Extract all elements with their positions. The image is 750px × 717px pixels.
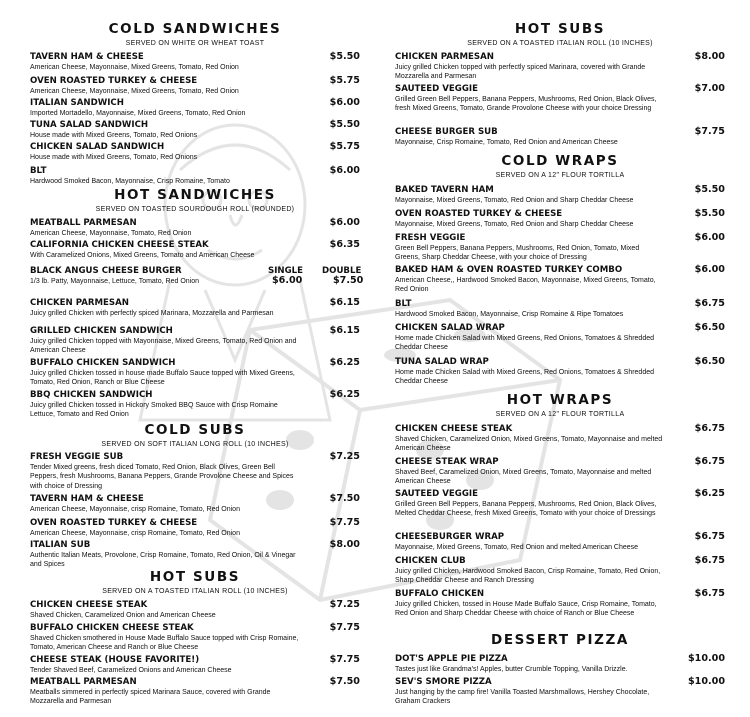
menu-item-price: $6.15 — [329, 325, 360, 336]
menu-item-description: American Cheese, Mayonnaise, Mixed Greens, Tomato, Red Onion — [30, 64, 239, 71]
menu-item-name: CHEESE STEAK (HOUSE FAVORITE!) — [30, 655, 200, 665]
menu-item-price: $8.00 — [329, 539, 360, 550]
menu-item — [395, 654, 725, 674]
menu-item-name: CHICKEN SALAD WRAP — [395, 323, 505, 333]
menu-item-price: $6.25 — [694, 488, 725, 499]
section-subtitle: SERVED ON WHITE OR WHEAT TOAST — [125, 40, 265, 47]
menu-section-header — [30, 22, 360, 48]
menu-item — [30, 655, 360, 675]
menu-item — [30, 98, 360, 118]
menu-item-price: $7.25 — [329, 451, 360, 462]
menu-item-description: Grilled Green Bell Peppers, Banana Peppers, Mushrooms, Red Onion, Black Olives, Melted Cheddar Cheese, fresh Mixed Greens, Tomato with your choice of Dressings — [395, 501, 657, 518]
menu-item-description: Mayonnaise, Crisp Romaine, Tomato, Red Onion and American Cheese — [395, 139, 618, 146]
menu-item-description: Juicy grilled Chicken topped with Mayonnaise, Mixed Greens, Tomato, Red Onion and American Cheese — [30, 338, 297, 355]
section-title: COLD SANDWICHES — [108, 21, 282, 37]
menu-item — [30, 326, 360, 356]
menu-item-price: $6.75 — [694, 588, 725, 599]
section-title: DESSERT PIZZA — [491, 632, 629, 648]
menu-item-price: $7.75 — [329, 622, 360, 633]
single-price: $6.00 — [272, 275, 303, 286]
menu-item — [395, 457, 725, 487]
menu-item-price: $5.50 — [694, 184, 725, 195]
menu-item-price: $6.00 — [329, 97, 360, 108]
menu-item-name: SAUTEED VEGGIE — [395, 489, 478, 499]
menu-item-name: CHICKEN CHEESE STEAK — [395, 424, 513, 434]
menu-item-description: Shaved Chicken smothered in House Made Buffalo Sauce topped with Crisp Romaine, Tomato, American Cheese and Ranch or Blue Cheese — [30, 635, 299, 652]
menu-item-description: Juicy grilled Chicken, tossed in House Made Buffalo Sauce, Crisp Romaine, Tomato, Red Onion and Sharp Cheddar Cheese with choice of Ranch or Blue Cheese — [395, 601, 657, 618]
menu-item-price: $6.75 — [694, 555, 725, 566]
section-title: HOT SUBS — [514, 21, 606, 37]
menu-item-price: $6.75 — [694, 531, 725, 542]
menu-item-name: OVEN ROASTED TURKEY & CHEESE — [30, 76, 198, 86]
menu-item-description: Tender Shaved Beef, Caramelized Onions and American Cheese — [30, 667, 232, 674]
menu-item-price: $6.50 — [694, 322, 725, 333]
menu-item-name: OVEN ROASTED TURKEY & CHEESE — [30, 518, 198, 528]
menu-item-description: Hardwood Smoked Bacon, Mayonnaise, Crisp Romaine, Tomato — [30, 178, 230, 185]
menu-item-name: MEATBALL PARMESAN — [30, 677, 137, 687]
menu-item-name: CHICKEN PARMESAN — [395, 52, 494, 62]
menu-item — [395, 357, 725, 387]
menu-item-name: FRESH VEGGIE SUB — [30, 452, 124, 462]
menu-item — [30, 452, 360, 491]
section-subtitle: SERVED ON SOFT ITALIAN LONG ROLL (10 INCHES) — [101, 441, 289, 448]
menu-item-name: CHEESE BURGER SUB — [395, 127, 498, 137]
menu-item-name: MEATBALL PARMESAN — [30, 218, 137, 228]
menu-item — [30, 76, 360, 96]
menu-section-header — [395, 154, 725, 180]
menu-item — [30, 390, 360, 420]
menu-item-description: Shaved Chicken, Caramelized Onion and American Cheese — [30, 612, 216, 619]
menu-item-name: TUNA SALAD WRAP — [395, 357, 489, 367]
menu-item-description: American Cheese, Mayonnaise, crisp Romaine, Tomato, Red Onion — [30, 530, 240, 537]
menu-item-name: BUFFALO CHICKEN SANDWICH — [30, 358, 176, 368]
menu-item-name: BLT — [30, 166, 47, 176]
menu-item-name: SEV'S SMORE PIZZA — [395, 677, 492, 687]
section-subtitle: SERVED ON A TOASTED ITALIAN ROLL (10 INCHES) — [467, 40, 653, 47]
menu-item-price: $7.75 — [329, 654, 360, 665]
menu-item — [395, 233, 725, 263]
menu-item-name: CHICKEN CLUB — [395, 556, 466, 566]
menu-item-description: Juicy grilled Chicken with perfectly spiced Marinara, Mozzarella and Parmesan — [30, 310, 274, 317]
menu-item-description: Juicy grilled Chicken topped with perfectly spiced Marinara, covered with Grande Mozzarella and Parmesan — [395, 64, 646, 81]
menu-item — [30, 600, 360, 620]
menu-item-description: American Cheese, Mayonnaise, Tomato, Red Onion — [30, 230, 192, 237]
menu-item — [30, 52, 360, 72]
menu-item — [395, 556, 725, 586]
menu-item-price: $6.75 — [694, 456, 725, 467]
menu-item-name: BUFFALO CHICKEN — [395, 589, 485, 599]
menu-item-name: BBQ CHICKEN SANDWICH — [30, 390, 153, 400]
menu-item-description: 1/3 lb. Patty, Mayonnaise, Lettuce, Tomato, Red Onion — [30, 278, 200, 285]
section-subtitle: SERVED ON A TOASTED ITALIAN ROLL (10 INCHES) — [102, 588, 288, 595]
menu-item-price: $7.50 — [329, 676, 360, 687]
menu-item-price: $6.50 — [694, 356, 725, 367]
menu-item — [395, 424, 725, 454]
section-title: COLD WRAPS — [501, 153, 619, 169]
menu-item-name: CHEESE STEAK WRAP — [395, 457, 499, 467]
menu-item-name: OVEN ROASTED TURKEY & CHEESE — [395, 209, 563, 219]
menu-item-description: Shaved Chicken, Caramelized Onion, Mixed Greens, Tomato, Mayonnaise and melted American Cheese — [395, 436, 663, 453]
menu-item-description: Imported Mortadello, Mayonnaise, Mixed Greens, Tomato, Red Onion — [30, 110, 246, 117]
menu-item-name: CALIFORNIA CHICKEN CHEESE STEAK — [30, 240, 209, 250]
menu-item-description: Authentic Italian Meats, Provolone, Crisp Romaine, Tomato, Red Onion, Oil & Vinegar and Spices — [30, 552, 296, 569]
menu-section-header — [395, 22, 725, 48]
menu-section-header — [395, 393, 725, 419]
menu-item-description: Just hanging by the camp fire! Vanilla Toasted Marshmallows, Hershey Chocolate, Graham Crackers — [395, 689, 650, 706]
menu-item-price: $10.00 — [687, 676, 725, 687]
menu-item-price: $6.25 — [329, 357, 360, 368]
section-title: HOT WRAPS — [506, 392, 614, 408]
menu-item-price: $7.50 — [329, 493, 360, 504]
menu-item-name: FRESH VEGGIE — [395, 233, 466, 243]
menu-item — [30, 298, 360, 318]
menu-item-name: TUNA SALAD SANDWICH — [30, 120, 149, 130]
menu-item-description: Tender Mixed greens, fresh diced Tomato, Red Onion, Black Olives, Green Bell Peppers, fresh Mushrooms, Banana Peppers, Grande Provolone Cheese and Spices with choice of Dressing — [30, 464, 294, 490]
menu-item-price: $6.35 — [329, 239, 360, 250]
section-subtitle: SERVED ON A 12" FLOUR TORTILLA — [495, 411, 625, 418]
menu-item-name: BLT — [395, 299, 412, 309]
menu-item-description: American Cheese, Mayonnaise, Mixed Greens, Tomato, Red Onion — [30, 88, 239, 95]
menu-item-description: Meatballs simmered in perfectly spiced Marinara Sauce, covered with Grande Mozzarella and Parmesan — [30, 689, 271, 706]
menu-item-name: CHICKEN CHEESE STEAK — [30, 600, 148, 610]
menu-item — [30, 218, 360, 238]
menu-item-description: Mayonnaise, Mixed Greens, Tomato, Red Onion and Sharp Cheddar Cheese — [395, 197, 634, 204]
menu-item-price: $5.50 — [694, 208, 725, 219]
menu-item-price: $6.25 — [329, 389, 360, 400]
menu-item — [395, 299, 725, 319]
menu-item — [395, 185, 725, 205]
menu-item — [395, 52, 725, 82]
menu-item-price: $5.50 — [329, 119, 360, 130]
menu-item — [395, 589, 725, 619]
menu-item-price: $5.75 — [329, 141, 360, 152]
menu-item-name: CHICKEN PARMESAN — [30, 298, 129, 308]
menu-item-name: BAKED TAVERN HAM — [395, 185, 494, 195]
section-title: HOT SANDWICHES — [114, 187, 276, 203]
menu-item-description: Grilled Green Bell Peppers, Banana Peppers, Mushrooms, Red Onion, Black Olives, fresh Mixed Greens, Tomato, Grande Provolone Cheese with your choice Dressing — [395, 96, 657, 113]
menu-item — [30, 240, 360, 260]
section-subtitle: SERVED ON A 12" FLOUR TORTILLA — [495, 172, 625, 179]
menu-item-name: SAUTEED VEGGIE — [395, 84, 478, 94]
menu-item-description: Mayonnaise, Mixed Greens, Tomato, Red Onion and Sharp Cheddar Cheese — [395, 221, 634, 228]
menu-item-name: ITALIAN SUB — [30, 540, 91, 550]
menu-item-price: $7.75 — [329, 517, 360, 528]
section-title: COLD SUBS — [144, 422, 246, 438]
menu-item — [30, 677, 360, 707]
menu-item-description: Shaved Beef, Caramelized Onion, Mixed Greens, Tomato, Mayonnaise and melted American Cheese — [395, 469, 652, 486]
menu-item-price: $6.75 — [694, 423, 725, 434]
double-price: $7.50 — [333, 275, 364, 286]
menu-item — [30, 494, 360, 514]
menu-item-name: GRILLED CHICKEN SANDWICH — [30, 326, 173, 336]
menu-item-description: House made with Mixed Greens, Tomato, Red Onions — [30, 154, 198, 161]
menu-item-price: $6.00 — [329, 217, 360, 228]
menu-item-price: $7.75 — [694, 126, 725, 137]
menu-item-price: $5.75 — [329, 75, 360, 86]
menu-item — [30, 266, 364, 286]
menu-section-header — [395, 633, 725, 648]
menu-item-name: ITALIAN SANDWICH — [30, 98, 124, 108]
single-label: SINGLE — [268, 266, 303, 276]
menu-item-description: Tastes just like Grandma's! Apples, butter Crumble Topping, Vanilla Drizzle. — [395, 666, 628, 673]
menu-item-name: TAVERN HAM & CHEESE — [30, 52, 144, 62]
menu-item-price: $6.00 — [329, 165, 360, 176]
menu-item-price: $6.15 — [329, 297, 360, 308]
double-label: DOUBLE — [322, 266, 362, 276]
menu-item — [395, 677, 725, 707]
menu-item-price: $7.25 — [329, 599, 360, 610]
menu-item-description: Home made Chicken Salad with Mixed Greens, Red Onions, Tomatoes & Shredded Cheddar Cheese — [395, 369, 655, 386]
menu-item — [395, 265, 725, 295]
menu-item-description: Green Bell Peppers, Banana Peppers, Mushrooms, Red Onion, Tomato, Mixed Greens, Sharp Cheddar Cheese, with your choice of Dressing — [395, 245, 640, 262]
menu-item-name: TAVERN HAM & CHEESE — [30, 494, 144, 504]
menu-item-name: BAKED HAM & OVEN ROASTED TURKEY COMBO — [395, 265, 623, 275]
menu-section-header — [30, 423, 360, 449]
section-subtitle: SERVED ON TOASTED SOURDOUGH ROLL (ROUNDED) — [95, 206, 295, 213]
menu-section-header — [30, 188, 360, 214]
menu-item — [30, 518, 360, 538]
menu-item-name: CHEESEBURGER WRAP — [395, 532, 505, 542]
menu-item-description: American Cheese,, Hardwood Smoked Bacon, Mayonnaise, Mixed Greens, Tomato, Red Onion — [395, 277, 656, 294]
menu-item — [30, 142, 360, 162]
menu-item-description: With Caramelized Onions, Mixed Greens, Tomato and American Cheese — [30, 252, 255, 259]
menu-item-description: Mayonnaise, Mixed Greens, Tomato, Red Onion and melted American Cheese — [395, 544, 639, 551]
menu-item — [30, 358, 360, 388]
menu-item-description: Juicy grilled Chicken tossed in Hickory Smoked BBQ Sauce with Crisp Romaine Lettuce, Tomato and Red Onion — [30, 402, 278, 419]
menu-item — [395, 127, 725, 147]
menu-item — [395, 323, 725, 353]
section-title: HOT SUBS — [149, 569, 241, 585]
menu-item-name: BLACK ANGUS CHEESE BURGER — [30, 266, 182, 276]
menu-item — [395, 532, 725, 552]
menu-item-price: $6.75 — [694, 298, 725, 309]
menu-item-description: Juicy grilled Chicken, Hardwood Smoked Bacon, Crisp Romaine, Tomato, Red Onion, Sharp Cheddar Cheese and Ranch Dressing — [395, 568, 661, 585]
menu-section-header — [30, 570, 360, 596]
menu-item — [395, 489, 725, 519]
menu-item — [30, 540, 360, 570]
menu-item-description: Home made Chicken Salad with Mixed Greens, Red Onions, Tomatoes & Shredded Cheddar Cheese — [395, 335, 655, 352]
menu-item-price: $6.00 — [694, 232, 725, 243]
menu-item — [30, 623, 360, 653]
menu-item-description: Juicy grilled Chicken tossed in house made Buffalo Sauce topped with Mixed Greens, Tomato, Red Onion, Ranch or Blue Cheese — [30, 370, 295, 387]
menu-item-price: $5.50 — [329, 51, 360, 62]
menu-item-price: $6.00 — [694, 264, 725, 275]
menu-item — [30, 166, 360, 186]
menu-item-description: American Cheese, Mayonnaise, crisp Romaine, Tomato, Red Onion — [30, 506, 240, 513]
menu-item — [395, 84, 725, 114]
menu-item-description: Hardwood Smoked Bacon, Mayonnaise, Crisp Romaine & Ripe Tomatoes — [395, 311, 624, 318]
menu-item-name: BUFFALO CHICKEN CHEESE STEAK — [30, 623, 194, 633]
menu-item — [30, 120, 360, 140]
menu-item-description: House made with Mixed Greens, Tomato, Red Onions — [30, 132, 198, 139]
menu-item-name: CHICKEN SALAD SANDWICH — [30, 142, 165, 152]
menu-item-price: $7.00 — [694, 83, 725, 94]
menu-item — [395, 209, 725, 229]
menu-item-name: DOT'S APPLE PIE PIZZA — [395, 654, 508, 664]
menu-item-price: $8.00 — [694, 51, 725, 62]
menu-item-price: $10.00 — [687, 653, 725, 664]
